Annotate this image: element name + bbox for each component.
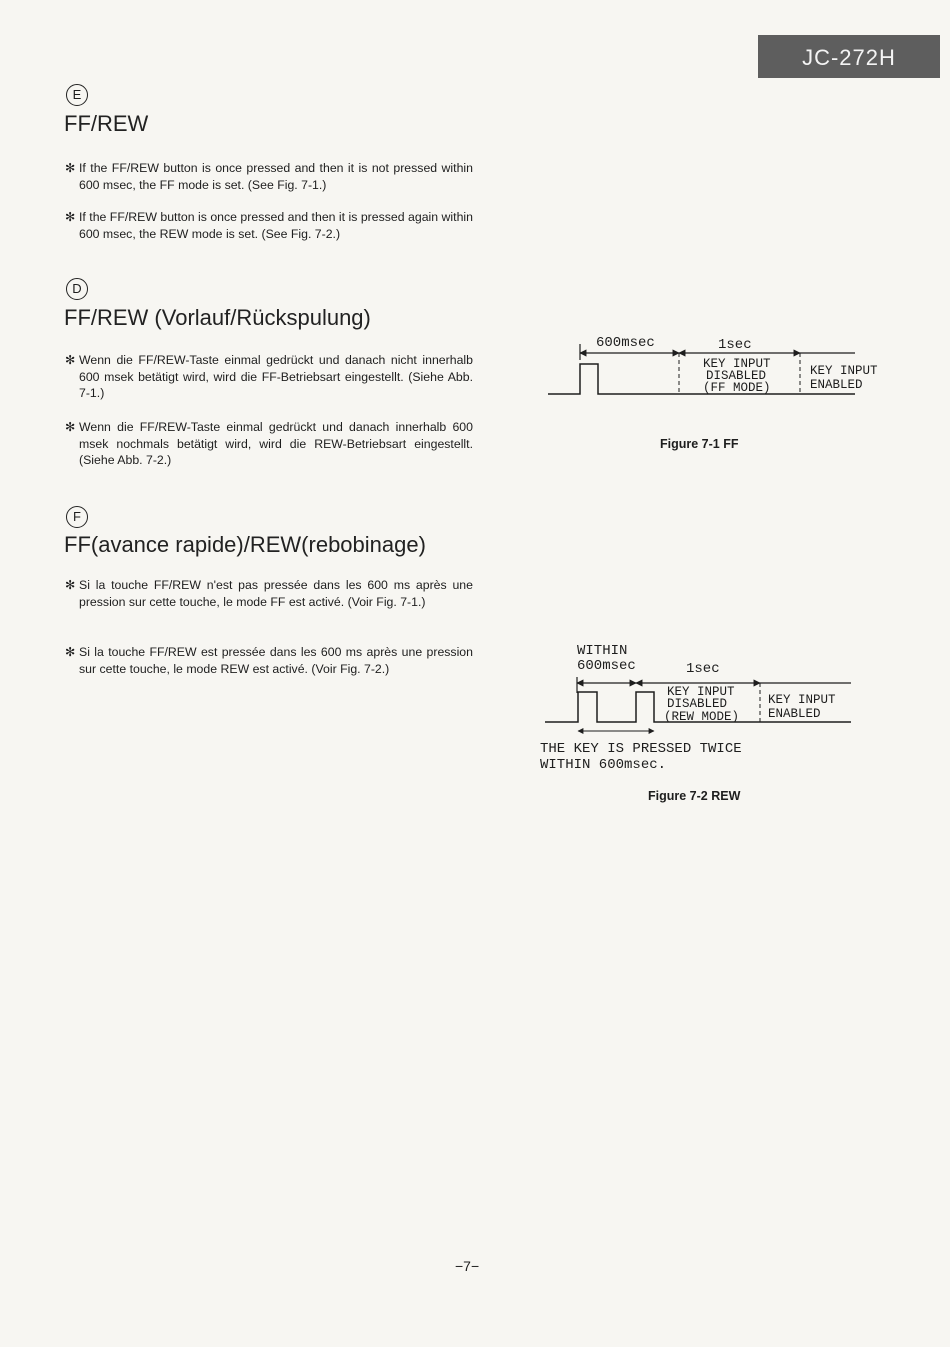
figure-7-2-diagram (540, 643, 851, 773)
figure-7-2-caption: Figure 7-2 REW (648, 789, 741, 803)
language-badge-d: D (66, 278, 88, 300)
bullet-star-icon: ✻ (65, 420, 76, 434)
enabled-line-2: ENABLED (810, 378, 863, 392)
disabled-line-3: (REW MODE) (664, 710, 740, 724)
note-line-1: THE KEY IS PRESSED TWICE (540, 741, 742, 757)
label-1sec: 1sec (718, 337, 752, 353)
bullet-star-icon: ✻ (65, 161, 76, 175)
disabled-line-2: DISABLED (667, 697, 728, 711)
label-600msec: 600msec (596, 335, 655, 351)
disabled-line-3: (FF MODE) (703, 381, 771, 395)
enabled-line-1: KEY INPUT (810, 364, 878, 378)
section-title-fr: FF(avance rapide)/REW(rebobinage) (64, 532, 426, 557)
disabled-line-1: KEY INPUT (703, 357, 771, 371)
paragraph-text: Si la touche FF/REW est pressée dans les 600 ms après une pression sur cette touche, le mode REW est activé. (Voir Fig. 7-2.) (79, 645, 473, 676)
paragraph-text: If the FF/REW button is once pressed and then it is pressed again within 600 msec, the REW mode is set. (See Fig. 7-2.) (79, 210, 473, 241)
bullet-star-icon: ✻ (65, 645, 76, 659)
paragraph-text: Wenn die FF/REW-Taste einmal gedrückt und danach innerhalb 600 msek nochmals betätigt wird, wird die REW-Betriebsart eingestellt. (Siehe Abb. 7-2.) (79, 420, 473, 467)
within-line-1: WITHIN (577, 643, 628, 659)
language-badge-f: F (66, 506, 88, 528)
section-title-de: FF/REW (Vorlauf/Rückspulung) (64, 305, 371, 330)
bullet-star-icon: ✻ (65, 353, 76, 367)
disabled-line-1: KEY INPUT (667, 685, 735, 699)
figure-7-1-diagram (548, 335, 878, 395)
model-tag: JC-272H (758, 35, 940, 78)
bullet-star-icon: ✻ (65, 210, 76, 224)
language-badge-e: E (66, 84, 88, 106)
page-number: −7− (455, 1258, 480, 1274)
paragraph-text: Wenn die FF/REW-Taste einmal gedrückt und danach nicht innerhalb 600 msek betätigt wird, wird die FF-Betriebsart eingestellt. (Siehe Abb. 7-1.) (79, 353, 473, 400)
within-line-2: 600msec (577, 658, 636, 674)
bullet-star-icon: ✻ (65, 578, 76, 592)
note-line-2: WITHIN 600msec. (540, 757, 667, 773)
section-title-en: FF/REW (64, 111, 149, 136)
paragraph-text: Si la touche FF/REW n'est pas pressée dans les 600 ms après une pression sur cette touche, le mode FF est activé. (Voir Fig. 7-1.) (79, 578, 473, 609)
ff-pulse-waveform (548, 364, 855, 394)
disabled-line-2: DISABLED (706, 369, 767, 383)
label-1sec: 1sec (686, 661, 720, 677)
paragraph-text: If the FF/REW button is once pressed and then it is not pressed within 600 msec, the FF mode is set. (See Fig. 7-1.) (79, 161, 473, 192)
enabled-line-1: KEY INPUT (768, 693, 836, 707)
figure-7-1-caption: Figure 7-1 FF (660, 437, 739, 451)
enabled-line-2: ENABLED (768, 707, 821, 721)
